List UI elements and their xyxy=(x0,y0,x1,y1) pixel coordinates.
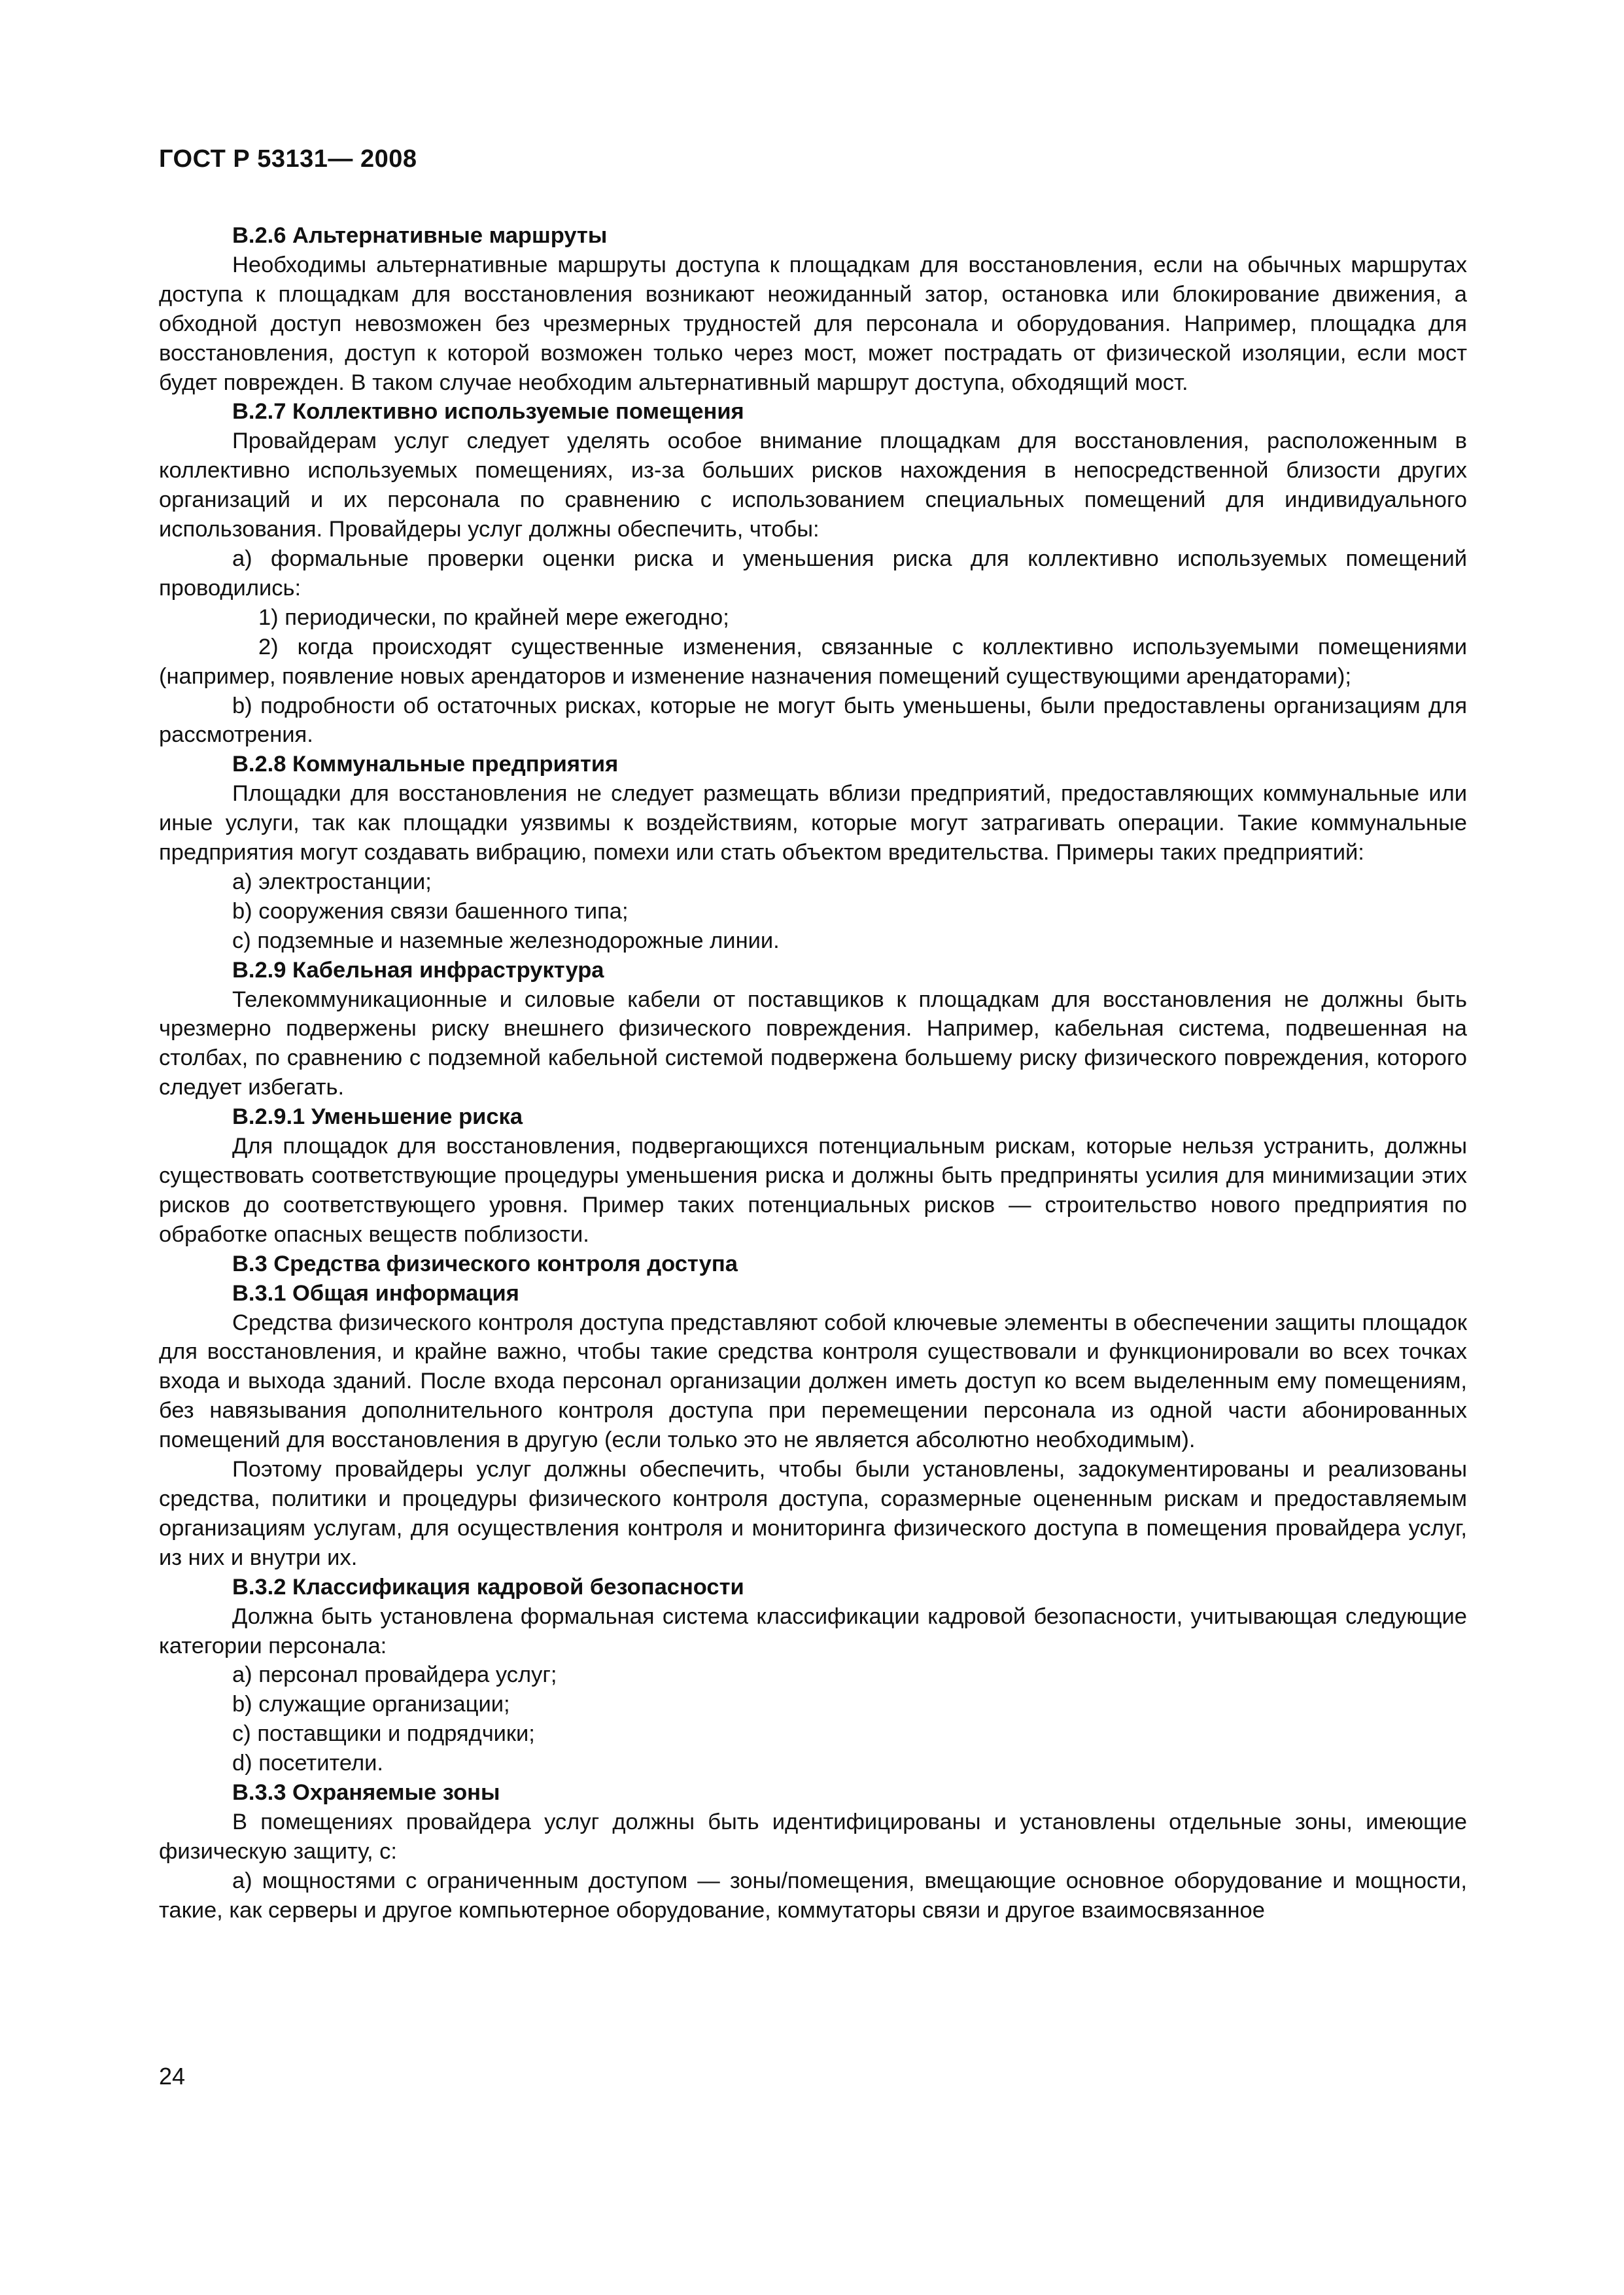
section-heading: В.2.6 Альтернативные маршруты xyxy=(232,223,608,248)
paragraph: Должна быть установлена формальная система классификации кадровой безопасности, учитывающая следующие категории персонала: xyxy=(159,1603,1467,1658)
page-number: 24 xyxy=(159,2063,186,2090)
sub-list-item: 2) когда происходят существенные изменения, связанные с коллективно используемыми помещениями (например, появление новых арендаторов и изменение назначения помещений существующими арендаторами); xyxy=(159,634,1467,689)
paragraph: Поэтому провайдеры услуг должны обеспечить, чтобы были установлены, задокументированы и реализованы средства, политики и процедуры физического контроля доступа, соразмерные оцененным рискам и предоставляемым организациям услугам, для осуществления контроля и мониторинга физического доступа в помещения провайдера услуг, из них и внутри их. xyxy=(159,1457,1467,1570)
section-heading: В.3 Средства физического контроля доступа xyxy=(232,1251,738,1276)
list-item: b) служащие организации; xyxy=(232,1692,510,1717)
paragraph: Необходимы альтернативные маршруты доступа к площадкам для восстановления, если на обычных маршрутах доступа к площадкам для восстановления возникают неожиданный затор, остановка или блокирование движения, а обходной доступ невозможен без чрезмерных трудностей для персонала и оборудования. Например, площадка для восстановления, доступ к которой возможен только через мост, может пострадать от физической изоляции, если мост будет поврежден. В таком случае необходим альтернативный маршрут доступа, обходящий мост. xyxy=(159,252,1467,395)
section-heading: В.2.7 Коллективно используемые помещения xyxy=(232,399,744,425)
list-item: c) поставщики и подрядчики; xyxy=(232,1721,535,1747)
list-item: c) подземные и наземные железнодорожные линии. xyxy=(232,928,780,953)
document-body xyxy=(159,221,1467,1925)
paragraph: Телекоммуникационные и силовые кабели от поставщиков к площадкам для восстановления не должны быть чрезмерно подвержены риску внешнего физического повреждения. Например, кабельная система, подвешенная на столбах, по сравнению с подземной кабельной системой подвержена большему риску физического повреждения, которого следует избегать. xyxy=(159,987,1467,1100)
section-heading: В.3.3 Охраняемые зоны xyxy=(232,1780,500,1806)
sub-list-item: 1) периодически, по крайней мере ежегодно; xyxy=(258,604,729,630)
paragraph: Провайдерам услуг следует уделять особое внимание площадкам для восстановления, расположенным в коллективно используемых помещениях, из-за больших рисков нахождения в непосредственной близости других организаций и их персонала по сравнению с использованием специальных помещений для индивидуального использования. Провайдеры услуг должны обеспечить, чтобы: xyxy=(159,429,1467,542)
paragraph: Средства физического контроля доступа представляют собой ключевые элементы в обеспечении защиты площадок для восстановления, и крайне важно, чтобы такие средства контроля существовали и функционировали во всех точках входа и выхода зданий. После входа персонал организации должен иметь доступ ко всем выделенным ему помещениям, без навязывания дополнительного контроля доступа при перемещении персонала из одной части абонированных помещений для восстановления в другую (если только это не является абсолютно необходимым). xyxy=(159,1310,1467,1453)
list-item: а) мощностями с ограниченным доступом — зоны/помещения, вмещающие основное оборудование и мощности, такие, как серверы и другое компьютерное оборудование, коммутаторы связи и другое взаимосвязанное xyxy=(159,1868,1467,1923)
section-heading: В.3.2 Классификация кадровой безопасности xyxy=(232,1574,744,1600)
section-heading: В.3.1 Общая информация xyxy=(232,1280,519,1306)
list-item: b) сооружения связи башенного типа; xyxy=(232,898,629,924)
document-header: ГОСТ Р 53131— 2008 xyxy=(159,145,417,173)
list-item: d) посетители. xyxy=(232,1751,383,1776)
paragraph: Площадки для восстановления не следует размещать вблизи предприятий, предоставляющих коммунальные или иные услуги, так как площадки уязвимы к воздействиям, которые могут затрагивать операции. Такие коммунальные предприятия могут создавать вибрацию, помехи или стать объектом вредительства. Примеры таких предприятий: xyxy=(159,781,1467,866)
section-heading: В.2.9.1 Уменьшение риска xyxy=(232,1104,523,1130)
list-item: а) формальные проверки оценки риска и уменьшения риска для коллективно используемых помещений проводились: xyxy=(159,546,1467,601)
list-item: а) персонал провайдера услуг; xyxy=(232,1662,557,1688)
section-heading: В.2.8 Коммунальные предприятия xyxy=(232,752,619,777)
paragraph: В помещениях провайдера услуг должны быть идентифицированы и установлены отдельные зоны, имеющие физическую защиту, с: xyxy=(159,1809,1467,1864)
list-item: а) электростанции; xyxy=(232,869,432,894)
section-heading: В.2.9 Кабельная инфраструктура xyxy=(232,957,604,983)
paragraph: Для площадок для восстановления, подвергающихся потенциальным рискам, которые нельзя устранить, должны существовать соответствующие процедуры уменьшения риска и должны быть предприняты усилия для минимизации этих рисков до соответствующего уровня. Пример таких потенциальных рисков — строительство нового предприятия по обработке опасных веществ поблизости. xyxy=(159,1134,1467,1247)
list-item: b) подробности об остаточных рисках, которые не могут быть уменьшены, были предоставлены организациям для рассмотрения. xyxy=(159,693,1467,748)
